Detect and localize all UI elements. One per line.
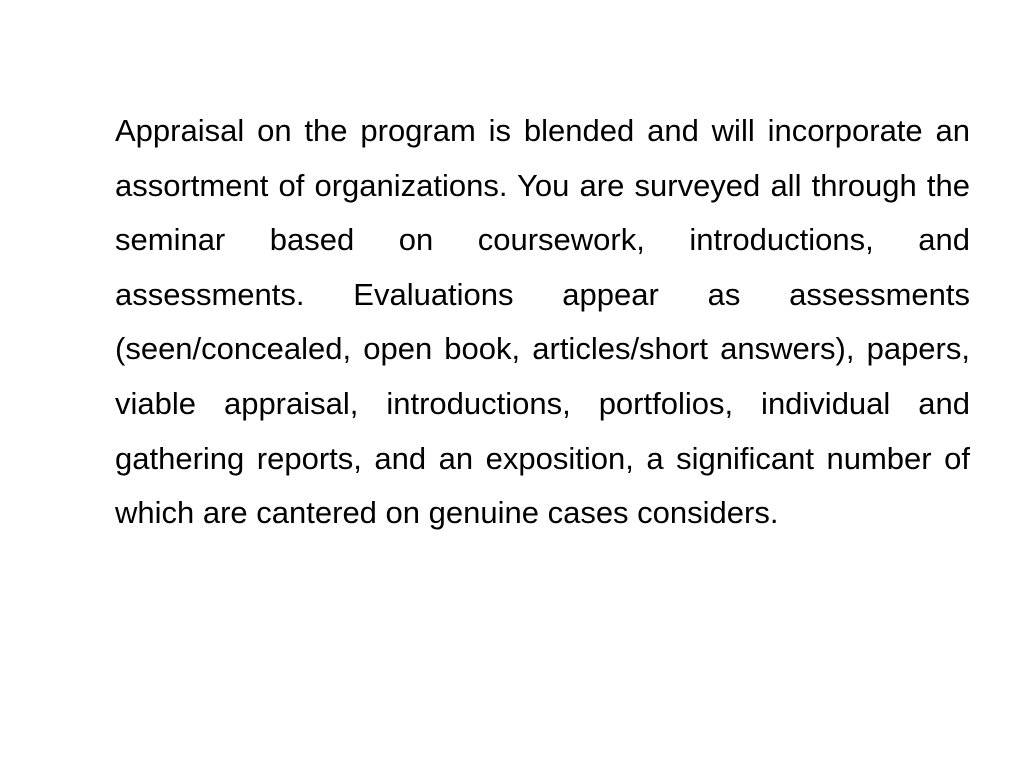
body-paragraph: Appraisal on the program is blended and will incorporate an assortment of organizations. You are surveyed all through the seminar based on coursework, introductions, and assessments. Evaluations appear as assessments (seen/concealed, open book, articles/short answers), papers, viable appraisal, introductions, portfolios, individual and gathering reports, and an exposition, a significant number of which are cantered on genuine cases considers.: [115, 113, 970, 531]
